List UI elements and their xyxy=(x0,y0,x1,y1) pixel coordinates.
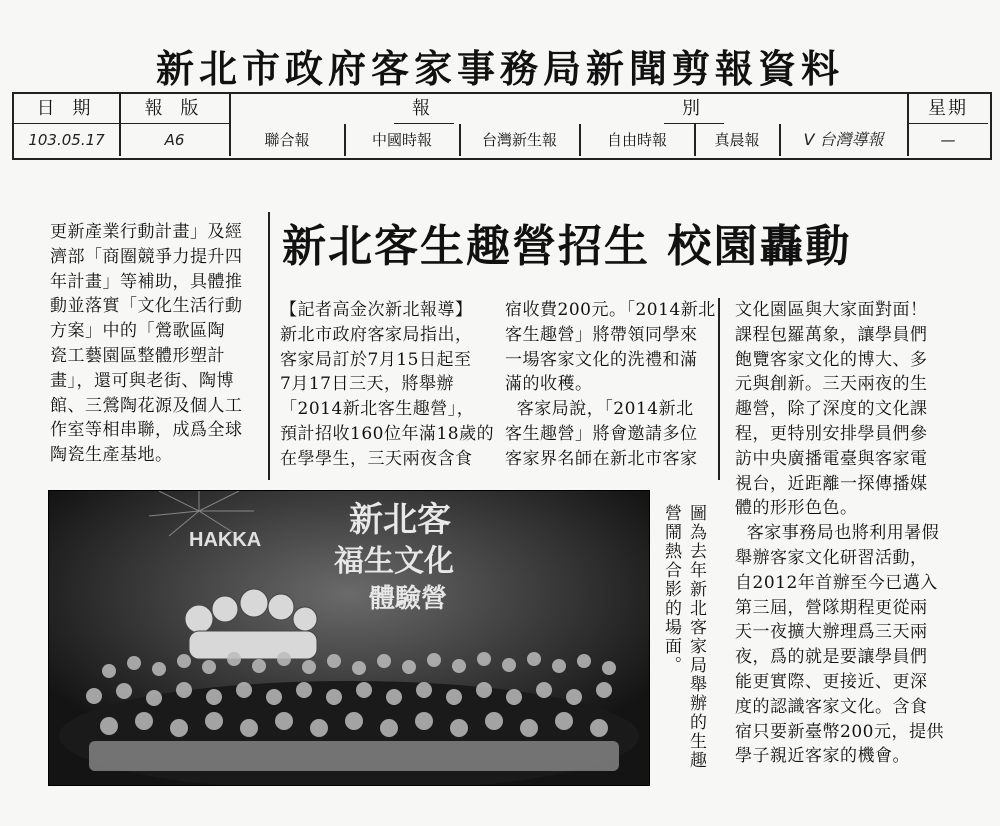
article-column-2: 【記者高金次新北報導】 新北市政府客家局指出， 客家局訂於7月15日起至 7月17日三天，將舉辦 「2014新北客生趣營」， 預計招收160位年滿18歲的 在學學生，三天兩夜含食 xyxy=(280,300,495,469)
date-label: 日 期 xyxy=(14,94,119,124)
page-title: 新北市政府客家事務局新聞剪報資料 xyxy=(155,47,844,91)
paper-checked: V 台灣導報 xyxy=(803,130,884,149)
article-column-4: 文化園區與大家面對面！ 課程包羅萬象，讓學員們 飽覽客家文化的博大、多 元與創新。三天兩夜的生 趣營，除了深度的文化課 程，更特別安排學員們參 訪中央廣播電臺與客家電 視台，近距離一探傳播媒 體的形形色色。 客家事務局也將利用暑假 舉辦客家文化研習活動， 自2012年首辦至今已邁入 第三屆，營隊期程更從兩 天一夜擴大辦理爲三天兩 夜，爲的就是要讓學員們 能更實際、更接近、更深 度的認識客家文化。含食 宿只要新臺幣200元，提供 學子親近客家的機會。 xyxy=(735,300,944,767)
group-photo-graphic xyxy=(49,491,649,785)
photo-banner-line-1: 新北客 xyxy=(349,500,451,540)
paper-option-1: 聯合報 xyxy=(264,131,310,149)
date-value: 103.05.17 xyxy=(28,131,105,149)
edition-value: A6 xyxy=(164,131,185,149)
paper-label-1: 報 xyxy=(394,94,454,124)
event-photo xyxy=(48,490,650,786)
article-column-3: 宿收費200元。「2014新北 客生趣營」將帶領同學來 一場客家文化的洗禮和滿 滿的收穫。 客家局說，「2014新北 客生趣營」將會邀請多位 客家界名師在新北市客家 xyxy=(505,300,716,469)
photo-caption: 圖為去年新北客家局舉辦的生趣營鬧熱合影的場面。 xyxy=(661,504,706,770)
paper-option-5: 真晨報 xyxy=(714,131,760,149)
edition-label: 報 版 xyxy=(120,94,229,124)
paper-label-2: 別 xyxy=(664,94,724,124)
article-headline: 新北客生趣營招生 校園轟動 xyxy=(282,221,852,272)
paper-option-2: 中國時報 xyxy=(371,131,432,149)
paper-option-4: 自由時報 xyxy=(606,131,667,149)
column-divider xyxy=(268,212,270,480)
column-divider xyxy=(718,298,720,480)
photo-logo-text: HAKKA xyxy=(189,529,262,551)
photo-banner-line-2: 福生文化 xyxy=(334,544,454,579)
weekday-label: 星期 xyxy=(908,94,988,124)
clipping-info-table xyxy=(12,92,992,160)
article-column-1: 更新產業行動計畫」及經 濟部「商圈競爭力提升四 年計畫」等補助，具體推 動並落實「文化生活行動 方案」中的「鶯歌區陶 瓷工藝園區整體形塑計 畫」，還可與老街、陶博 館、三鶯陶花源及個人工 作室等相串聯，成爲全球 陶瓷生產基地。 xyxy=(50,222,243,466)
weekday-value: — xyxy=(940,131,956,149)
photo-banner-line-3: 體驗營 xyxy=(369,584,448,614)
paper-option-3: 台灣新生報 xyxy=(481,131,557,149)
